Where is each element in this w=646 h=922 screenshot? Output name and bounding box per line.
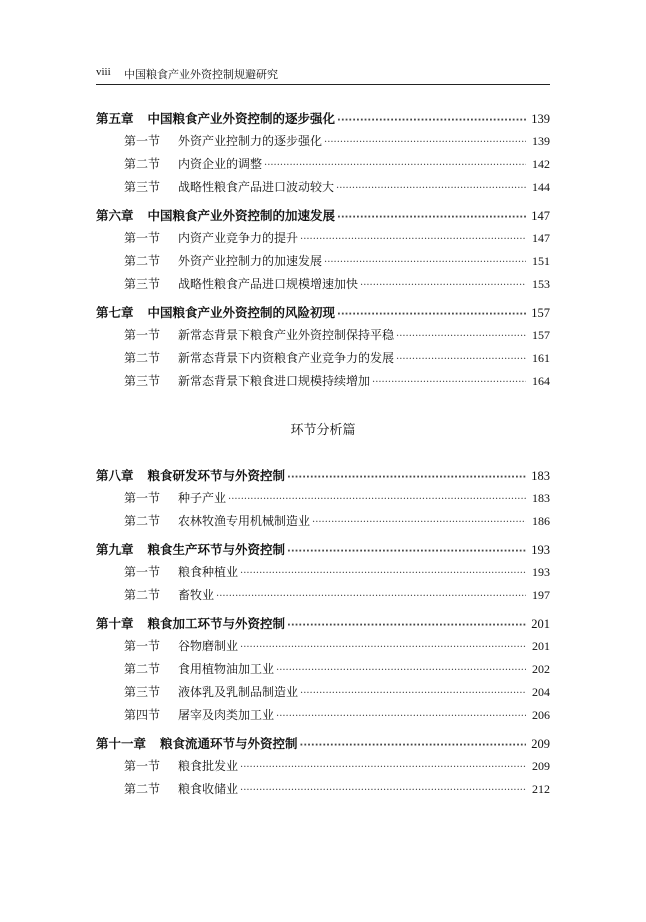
section-number: 第三节 xyxy=(124,180,161,194)
section-number: 第二节 xyxy=(124,157,161,171)
header-page-number: viii xyxy=(96,66,111,78)
section-entry[interactable] xyxy=(124,370,550,393)
section-entry[interactable] xyxy=(124,755,550,778)
section-title: 内资产业竞争力的提升 xyxy=(178,231,299,245)
section-entry[interactable] xyxy=(124,227,550,250)
section-entry[interactable] xyxy=(124,704,550,727)
dot-leader xyxy=(287,539,526,563)
dot-leader xyxy=(360,273,526,297)
section-title: 新常态背景下内资粮食产业竞争力的发展 xyxy=(178,351,395,365)
section-page: 186 xyxy=(532,514,550,528)
dot-leader xyxy=(216,584,526,608)
section-title: 新常态背景下粮食进口规模持续增加 xyxy=(178,374,371,388)
section-number: 第一节 xyxy=(124,328,161,342)
chapter-number: 第九章 xyxy=(96,542,134,557)
section-page: 151 xyxy=(532,254,550,268)
section-number: 第二节 xyxy=(124,662,161,676)
chapter-page: 201 xyxy=(531,617,550,631)
section-entry[interactable] xyxy=(124,778,550,801)
chapter-page: 139 xyxy=(531,112,550,126)
section-page: 204 xyxy=(532,685,550,699)
section-number: 第一节 xyxy=(124,639,161,653)
chapter-number: 第八章 xyxy=(96,468,134,483)
dot-leader xyxy=(324,130,526,154)
section-number: 第一节 xyxy=(124,491,161,505)
dot-leader xyxy=(240,755,526,779)
section-title: 屠宰及肉类加工业 xyxy=(178,708,275,722)
dot-leader xyxy=(300,227,526,251)
section-page: 212 xyxy=(532,782,550,796)
chapter-entry[interactable] xyxy=(96,108,550,130)
section-page: 183 xyxy=(532,491,550,505)
dot-leader xyxy=(287,613,526,637)
dot-leader xyxy=(287,465,526,489)
section-number: 第三节 xyxy=(124,374,161,388)
section-page: 157 xyxy=(532,328,550,342)
section-title: 农林牧渔专用机械制造业 xyxy=(178,514,311,528)
section-number: 第一节 xyxy=(124,134,161,148)
section-entry[interactable] xyxy=(124,584,550,607)
section-number: 第一节 xyxy=(124,565,161,579)
section-title: 内资企业的调整 xyxy=(178,157,263,171)
section-title: 新常态背景下粮食产业外资控制保持平稳 xyxy=(178,328,395,342)
chapter-group xyxy=(96,205,550,296)
section-title: 液体乳及乳制品制造业 xyxy=(178,685,299,699)
dot-leader xyxy=(396,324,526,348)
section-number: 第二节 xyxy=(124,514,161,528)
chapter-group xyxy=(96,733,550,801)
dot-leader xyxy=(337,302,526,326)
section-page: 144 xyxy=(532,180,550,194)
header-book-title: 中国粮食产业外资控制规避研究 xyxy=(124,68,278,81)
chapter-entry[interactable] xyxy=(96,733,550,755)
section-page: 193 xyxy=(532,565,550,579)
chapter-entry[interactable] xyxy=(96,205,550,227)
section-page: 164 xyxy=(532,374,550,388)
chapter-page: 157 xyxy=(531,306,550,320)
section-entry[interactable] xyxy=(124,273,550,296)
chapter-title: 中国粮食产业外资控制的风险初现 xyxy=(147,305,336,320)
dot-leader xyxy=(240,778,526,802)
dot-leader xyxy=(264,153,526,177)
chapter-title: 粮食研发环节与外资控制 xyxy=(147,468,286,483)
section-number: 第三节 xyxy=(124,685,161,699)
section-entry[interactable] xyxy=(124,324,550,347)
chapter-entry[interactable] xyxy=(96,302,550,324)
section-entry[interactable] xyxy=(124,153,550,176)
section-title: 粮食种植业 xyxy=(178,565,239,579)
section-title: 粮食收储业 xyxy=(178,782,239,796)
section-number: 第二节 xyxy=(124,254,161,268)
chapter-page: 183 xyxy=(531,469,550,483)
dot-leader xyxy=(276,704,526,728)
running-header xyxy=(96,60,550,85)
dot-leader xyxy=(300,681,526,705)
toc-top-group xyxy=(96,108,550,393)
chapter-number: 第十章 xyxy=(96,616,134,631)
chapter-page: 209 xyxy=(531,737,550,751)
section-page: 201 xyxy=(532,639,550,653)
section-number: 第二节 xyxy=(124,351,161,365)
section-title: 食用植物油加工业 xyxy=(178,662,275,676)
section-title: 战略性粮食产品进口规模增速加快 xyxy=(178,277,359,291)
section-entry[interactable] xyxy=(124,347,550,370)
chapter-number: 第六章 xyxy=(96,208,134,223)
section-page: 197 xyxy=(532,588,550,602)
chapter-title: 粮食生产环节与外资控制 xyxy=(147,542,286,557)
dot-leader xyxy=(337,205,526,229)
chapter-title: 粮食流通环节与外资控制 xyxy=(160,736,298,751)
section-entry[interactable] xyxy=(124,635,550,658)
chapter-entry[interactable] xyxy=(96,539,550,561)
chapter-entry[interactable] xyxy=(96,465,550,487)
dot-leader xyxy=(337,108,526,132)
chapter-page: 193 xyxy=(531,543,550,557)
section-entry[interactable] xyxy=(124,176,550,199)
section-page: 209 xyxy=(532,759,550,773)
section-title: 战略性粮食产品进口波动较大 xyxy=(178,180,335,194)
part-title: 环节分析篇 xyxy=(290,423,356,438)
section-number: 第二节 xyxy=(124,782,161,796)
chapter-group xyxy=(96,302,550,393)
section-page: 206 xyxy=(532,708,550,722)
dot-leader xyxy=(300,733,526,757)
section-title: 种子产业 xyxy=(178,491,227,505)
section-number: 第一节 xyxy=(124,231,161,245)
section-page: 202 xyxy=(532,662,550,676)
dot-leader xyxy=(324,250,526,274)
chapter-group xyxy=(96,613,550,727)
chapter-title: 粮食加工环节与外资控制 xyxy=(147,616,286,631)
chapter-number: 第十一章 xyxy=(96,736,147,751)
dot-leader xyxy=(336,176,526,200)
section-page: 139 xyxy=(532,134,550,148)
dot-leader xyxy=(240,561,526,585)
dot-leader xyxy=(312,510,526,534)
chapter-number: 第七章 xyxy=(96,305,134,320)
section-number: 第二节 xyxy=(124,588,161,602)
section-entry[interactable] xyxy=(124,130,550,153)
chapter-group xyxy=(96,465,550,533)
section-number: 第三节 xyxy=(124,277,161,291)
section-title: 外资产业控制力的加速发展 xyxy=(178,254,323,268)
section-page: 147 xyxy=(532,231,550,245)
chapter-group xyxy=(96,539,550,607)
section-title: 外资产业控制力的逐步强化 xyxy=(178,134,323,148)
dot-leader xyxy=(396,347,526,371)
chapter-group xyxy=(96,108,550,199)
dot-leader xyxy=(372,370,526,394)
section-number: 第四节 xyxy=(124,708,161,722)
chapter-entry[interactable] xyxy=(96,613,550,635)
section-entry[interactable] xyxy=(124,658,550,681)
section-page: 161 xyxy=(532,351,550,365)
chapter-title: 中国粮食产业外资控制的逐步强化 xyxy=(147,111,336,126)
dot-leader xyxy=(276,658,526,682)
section-page: 142 xyxy=(532,157,550,171)
section-entry[interactable] xyxy=(124,510,550,533)
chapter-number: 第五章 xyxy=(96,111,134,126)
section-page: 153 xyxy=(532,277,550,291)
dot-leader xyxy=(228,487,526,511)
section-title: 粮食批发业 xyxy=(178,759,239,773)
section-entry[interactable] xyxy=(124,487,550,510)
section-entry[interactable] xyxy=(124,681,550,704)
section-number: 第一节 xyxy=(124,759,161,773)
chapter-title: 中国粮食产业外资控制的加速发展 xyxy=(147,208,336,223)
table-of-contents xyxy=(96,104,550,807)
section-title: 谷物磨制业 xyxy=(178,639,239,653)
section-entry[interactable] xyxy=(124,250,550,273)
toc-bottom-group xyxy=(96,465,550,801)
dot-leader xyxy=(240,635,526,659)
chapter-page: 147 xyxy=(531,209,550,223)
section-entry[interactable] xyxy=(124,561,550,584)
section-title: 畜牧业 xyxy=(178,588,215,602)
